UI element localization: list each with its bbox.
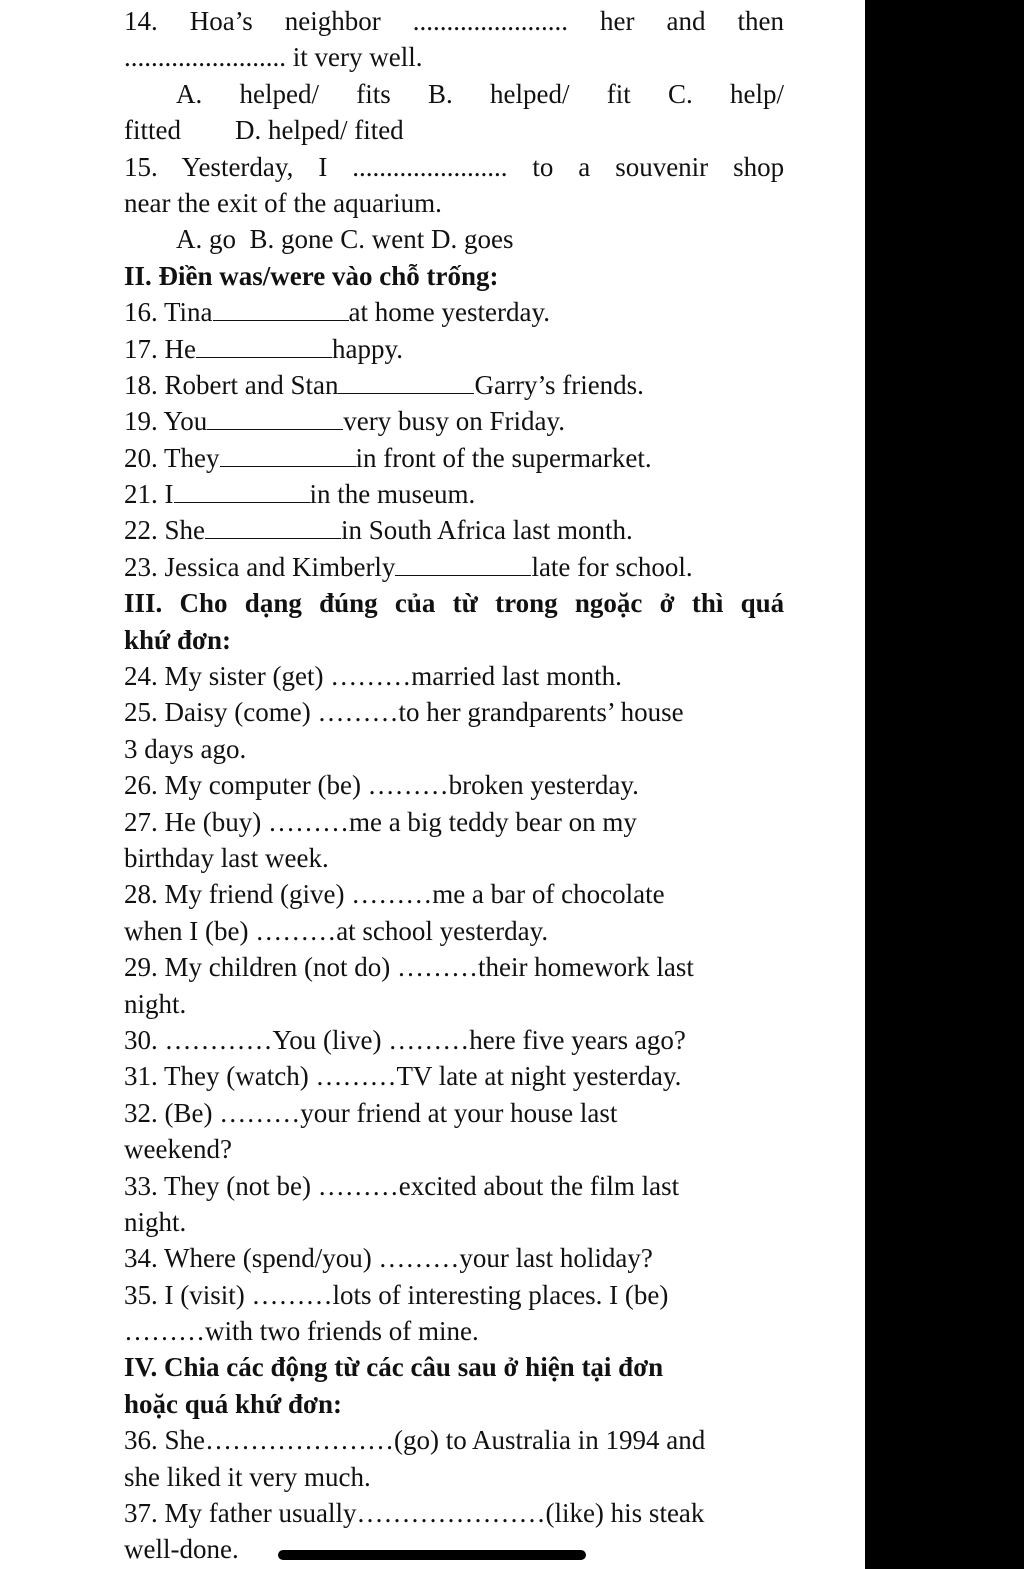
word: 14.	[124, 6, 158, 36]
section-3-title-line-1	[124, 585, 784, 621]
section-4-items	[124, 1422, 784, 1568]
exercise-line: 34. Where (spend/you) ………your last holiday?	[124, 1243, 653, 1274]
exercise-line: when I (be) ………at school yesterday.	[124, 915, 549, 946]
exercise-line: weekend?	[124, 1134, 232, 1165]
item-text-before: 22. She	[124, 515, 205, 546]
black-side-bar	[865, 0, 1024, 1569]
q14-options-line-1	[124, 76, 784, 112]
item-text-before: 18. Robert and Stan	[124, 369, 339, 400]
word: neighbor	[284, 6, 381, 36]
word: helped/	[490, 78, 570, 109]
section-2-title: II. Điền was/were vào chỗ trống:	[124, 260, 499, 291]
word: I	[318, 151, 328, 182]
exercise-line: 3 days ago.	[124, 733, 247, 764]
q15-line-1	[124, 149, 784, 185]
word: fits	[356, 78, 391, 109]
fill-blank-item	[124, 476, 784, 512]
word: trong	[495, 588, 558, 619]
section-2-items	[124, 294, 784, 585]
answer-blank	[196, 335, 332, 358]
word: thì	[691, 588, 724, 619]
item-text-before: 23. Jessica and Kimberly	[124, 551, 396, 582]
item-text-after: late for school.	[531, 551, 693, 582]
home-indicator	[278, 1550, 586, 1560]
word: her	[600, 6, 635, 36]
exercise-line: 35. I (visit) ………lots of interesting places. I (be)	[124, 1279, 669, 1310]
answer-blank	[220, 444, 356, 467]
section-4-title-line-1: IV. Chia các động từ các câu sau ở hiện tại đơn	[124, 1352, 664, 1383]
word: quá	[740, 588, 785, 619]
word: to	[532, 151, 554, 182]
word: của	[394, 588, 436, 619]
exercise-line: she liked it very much.	[124, 1461, 371, 1492]
word: and	[666, 6, 706, 36]
item-text-after: very busy on Friday.	[343, 406, 566, 437]
worksheet	[124, 3, 784, 1568]
item-text-after: happy.	[331, 333, 403, 364]
word: Hoa’s	[189, 6, 253, 36]
q14-line-2: ........................ it very well.	[124, 42, 423, 73]
answer-blank	[395, 553, 531, 576]
item-text-before: 16. Tina	[124, 297, 213, 328]
exercise-line: 36. She…………………(go) to Australia in 1994 and	[124, 1425, 706, 1456]
exercise-line: 25. Daisy (come) ………to her grandparents’ house	[124, 697, 684, 728]
fill-blank-item	[124, 512, 784, 548]
item-text-before: 17. He	[124, 333, 196, 364]
word: souvenir	[615, 151, 709, 182]
word: then	[737, 6, 785, 36]
q14-line-1	[124, 3, 784, 39]
fill-blank-item	[124, 294, 784, 330]
word: 15.	[124, 151, 158, 182]
answer-blank	[205, 516, 341, 539]
word: ở	[659, 588, 675, 619]
item-text-after: in the museum.	[309, 479, 476, 510]
exercise-line: 27. He (buy) ………me a big teddy bear on my	[124, 806, 637, 837]
item-text-after: at home yesterday.	[348, 297, 550, 328]
exercise-line: 28. My friend (give) ………me a bar of chocolate	[124, 879, 665, 910]
word: Yesterday,	[181, 151, 294, 182]
word: Cho	[179, 588, 228, 619]
exercise-line: night.	[124, 1206, 187, 1237]
word: a	[578, 151, 591, 182]
item-text-after: in South Africa last month.	[341, 515, 633, 546]
item-text-before: 21. I	[124, 479, 174, 510]
item-text-before: 19. You	[124, 406, 208, 437]
fill-blank-item	[124, 549, 784, 585]
q15-line-2: near the exit of the aquarium.	[124, 187, 442, 218]
section-3-title-line-2: khứ đơn:	[124, 624, 231, 655]
word: A.	[176, 78, 203, 109]
word: III.	[124, 588, 163, 619]
q14-options-line-2: fitted D. helped/ fited	[124, 115, 404, 146]
fill-blank-item	[124, 440, 784, 476]
word: helped/	[239, 78, 319, 109]
fill-blank-item	[124, 331, 784, 367]
word: shop	[733, 151, 785, 182]
section-3-items	[124, 658, 784, 1349]
exercise-line: 37. My father usually…………………(like) his steak	[124, 1498, 705, 1529]
answer-blank	[338, 371, 474, 394]
word: help/	[730, 78, 785, 109]
exercise-line: 26. My computer (be) ………broken yesterday.	[124, 770, 639, 801]
item-text-after: Garry’s friends.	[474, 369, 644, 400]
word: .......................	[412, 6, 569, 36]
fill-blank-item	[124, 403, 784, 439]
exercise-line: ………with two friends of mine.	[124, 1316, 479, 1347]
exercise-line: 29. My children (not do) ………their homework last	[124, 952, 694, 983]
exercise-line: night.	[124, 988, 187, 1019]
answer-blank	[213, 298, 349, 321]
answer-blank	[207, 407, 343, 430]
answer-blank-dots: ........................	[124, 42, 286, 73]
fill-blank-item	[124, 367, 784, 403]
item-text-before: 20. They	[124, 442, 220, 473]
word: .......................	[352, 151, 508, 182]
exercise-line: 30. …………You (live) ………here five years ago?	[124, 1024, 686, 1055]
word: fit C.	[606, 78, 693, 109]
exercise-line: 31. They (watch) ………TV late at night yesterday.	[124, 1061, 682, 1092]
word: dạng	[244, 588, 302, 619]
section-4-title-line-2: hoặc quá khứ đơn:	[124, 1388, 342, 1419]
exercise-line: 33. They (not be) ………excited about the film last	[124, 1170, 680, 1201]
answer-blank	[174, 480, 310, 503]
exercise-line: birthday last week.	[124, 842, 329, 873]
word: B.	[428, 78, 453, 109]
item-text-after: in front of the supermarket.	[355, 442, 652, 473]
q15-options: A. go B. gone C. went D. goes	[176, 224, 514, 255]
word: đúng	[319, 588, 378, 619]
exercise-line: well-done.	[124, 1534, 239, 1565]
exercise-line: 32. (Be) ………your friend at your house last	[124, 1097, 618, 1128]
exercise-line: 24. My sister (get) ………married last month.	[124, 661, 622, 692]
word: ngoặc	[574, 588, 643, 619]
word: từ	[452, 588, 478, 619]
